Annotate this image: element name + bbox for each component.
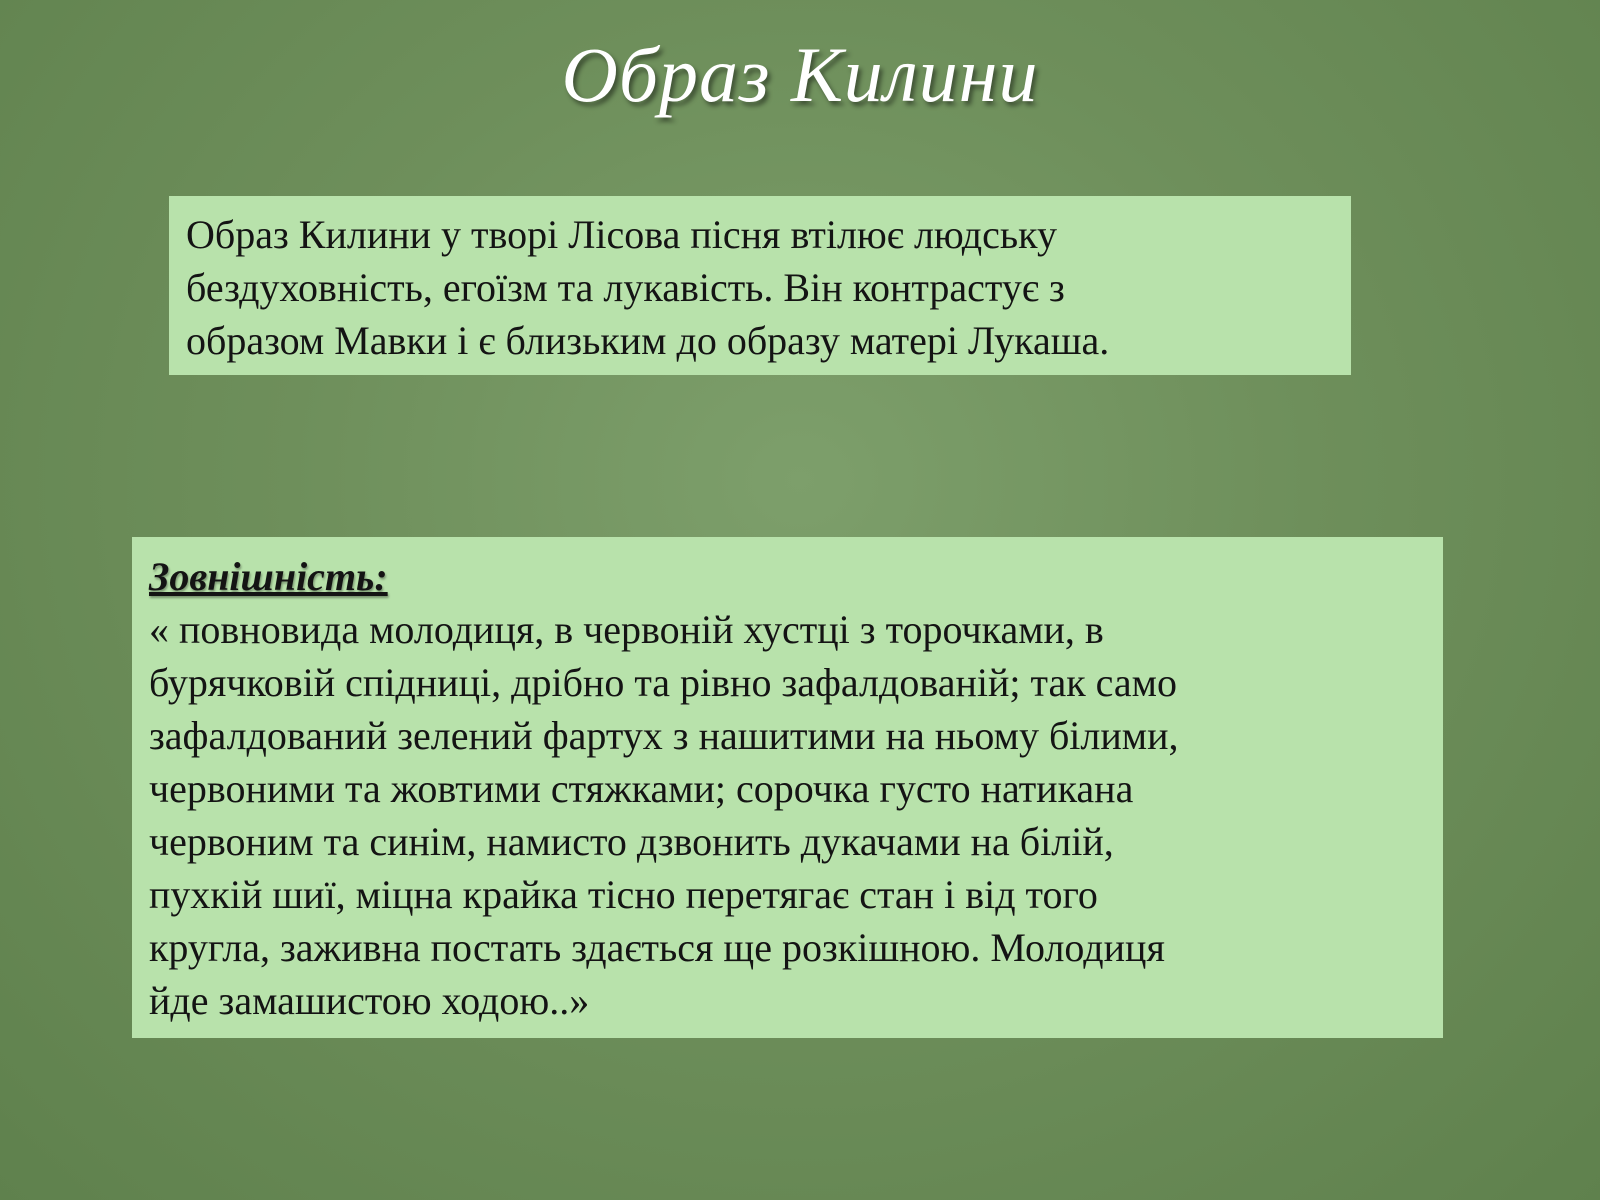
appearance-line: зафалдований зелений фартух з нашитими на ньому білими, [149,713,1179,758]
intro-textbox [169,196,1351,375]
appearance-line: червоними та жовтими стяжками; сорочка густо натикана [149,766,1134,811]
appearance-line: бурячковій спідниці, дрібно та рівно зафалдованій; так само [149,660,1177,705]
appearance-line: червоним та синім, намисто дзвонить дукачами на білій, [149,819,1114,864]
appearance-heading: Зовнішність: [149,554,388,599]
intro-line: бездуховність, егоїзм та лукавість. Він контрастує з [186,265,1065,310]
intro-line: образом Мавки і є близьким до образу матері Лукаша. [186,318,1110,363]
appearance-line: йде замашистою ходою..» [149,978,590,1023]
appearance-line: кругла, заживна постать здається ще розкішною. Молодиця [149,925,1165,970]
slide-title: Образ Килини [561,31,1039,118]
appearance-line: пухкій шиї, міцна крайка тісно перетягає стан і від того [149,872,1098,917]
appearance-line: « повновида молодиця, в червоній хустці з торочками, в [149,607,1104,652]
appearance-textbox [132,537,1443,1038]
intro-line: Образ Килини у творі Лісова пісня втілює людську [186,212,1057,257]
